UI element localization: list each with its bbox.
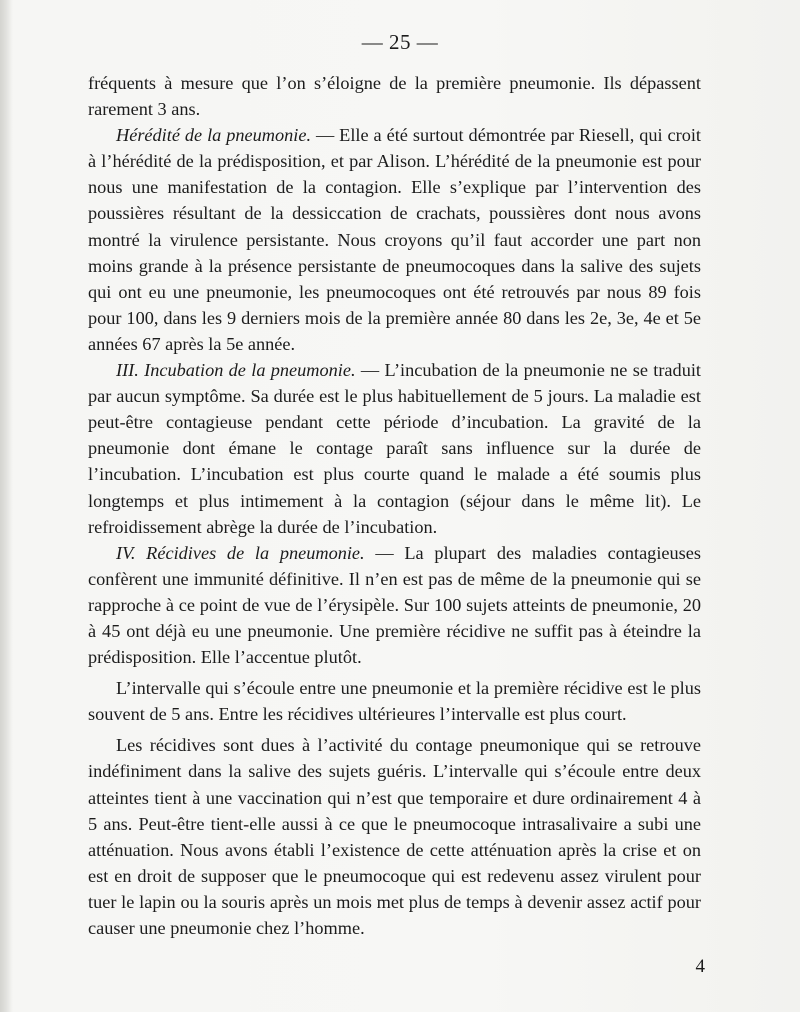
paragraph-text: — La plupart des maladies contagieuses confèrent une immunité définitive. Il n’en est pas de même de la pneumonie qui se rapproche à ce point de vue de l’érysipèle. Sur 100 sujets atteints de pneumonie, 20 à 45 ont déjà eu une pneumonie. Une première récidive ne suffit pas à éteindre la prédisposition. Elle l’accentue plutôt. <box>88 542 701 668</box>
section-heading-recidives: IV. Récidives de la pneumonie. <box>116 542 365 563</box>
paragraph-text: L’intervalle qui s’écoule entre une pneumonie et la première récidive est le plus souvent de 5 ans. Entre les récidives ultérieures l’intervalle est plus court. <box>88 678 701 725</box>
paragraph-heredite <box>88 122 701 357</box>
paragraph-recidives <box>88 540 701 670</box>
paragraph-text: fréquents à mesure que l’on s’éloigne de la première pneumonie. Ils dépassent rarement 3 ans. <box>88 73 701 120</box>
paragraph-text: Les récidives sont dues à l’activité du contage pneumonique qui se retrouve indéfiniment dans la salive des sujets guéris. L’intervalle qui s’écoule entre deux atteintes tient à une vaccination qui n’est que temporaire et dure ordinairement 4 à 5 ans. Peut-être tient-elle aussi à ce que le pneumocoque intrasalivaire a subi une atténuation. Nous avons établi l’existence de cette atténuation après la crise et on est en droit de supposer que le pneumocoque qui est redevenu assez virulent pour tuer le lapin ou la souris après un mois met plus de temps à devenir assez actif pour causer une pneumonie chez l’homme. <box>88 735 701 938</box>
gutter-shadow <box>0 0 12 1012</box>
paragraph-continuation <box>88 70 701 122</box>
signature-mark: 4 <box>695 956 705 977</box>
paragraph-incubation <box>88 357 701 540</box>
text-body <box>88 70 701 941</box>
paragraph-causes-recidives <box>88 732 701 941</box>
page-number: — 25 — <box>361 30 439 54</box>
paragraph-text: — Elle a été surtout démontrée par Riesell, qui croit à l’hérédité de la prédisposition, et par Alison. L’hérédité de la pneumonie est pour nous une manifestation de la contagion. Elle s’explique par l’intervention des poussières résultant de la dessiccation de crachats, poussières dont nous avons montré la virulence persistante. Nous croyons qu’il faut accorder une part non moins grande à la présence persistante de pneumocoques dans la salive des sujets qui ont eu une pneumonie, les pneumocoques ont été retrouvés par nous 89 fois pour 100, dans les 9 derniers mois de la première année 80 dans les 2e, 3e, 4e et 5e années 67 après la 5e année. <box>88 125 701 354</box>
section-heading-heredite: Hérédité de la pneumonie. <box>116 125 312 146</box>
section-heading-incubation: III. Incubation de la pneumonie. <box>116 360 356 381</box>
paragraph-text: — L’incubation de la pneumonie ne se traduit par aucun symptôme. Sa durée est le plus habituellement de 5 jours. La maladie est peut-être contagieuse pendant cette période d’incubation. La gravité de la pneumonie dont émane le contage paraît sans influence sur la durée de l’incubation. L’incubation est plus courte quand le malade a été soumis plus longtemps et plus intimement à la contagion (séjour dans le même lit). Le refroidissement abrège la durée de l’incubation. <box>88 360 701 537</box>
paragraph-intervalle <box>88 675 701 727</box>
